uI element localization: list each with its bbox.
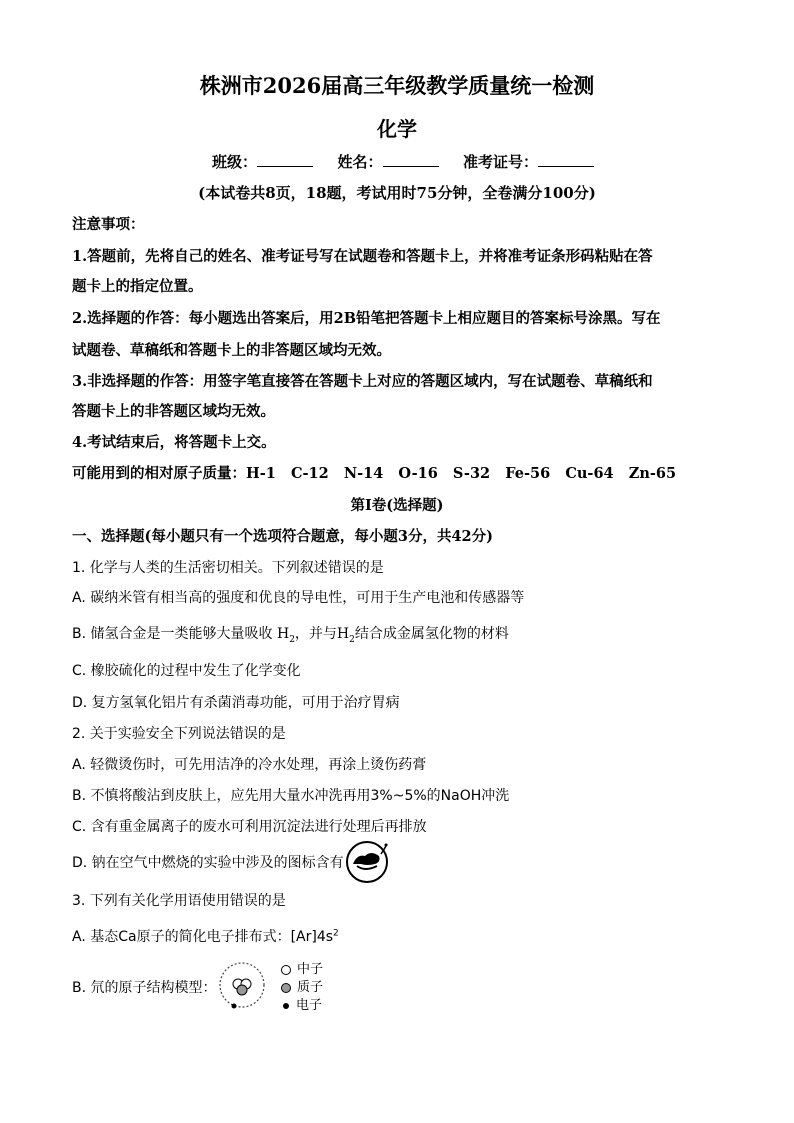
electron-marker-icon	[283, 1003, 289, 1009]
q2-option-b: B. 不慎将酸沾到皮肤上，应先用大量水冲洗再用3%~5%的NaOH冲洗	[72, 788, 510, 804]
class-label: 班级：	[212, 153, 258, 171]
q1-b-pre: B. 储氢合金是一类能够大量吸收	[72, 626, 273, 642]
q1-option-d: D. 复方氢氧化铝片有杀菌消毒功能，可用于治疗胃病	[72, 695, 400, 711]
notes-heading: 注意事项：	[72, 216, 145, 233]
note-1b: 题卡上的指定位置。	[72, 278, 203, 295]
neutron-marker-icon	[281, 965, 291, 975]
subject-title: 化学	[377, 117, 417, 141]
note-3a: 3.非选择题的作答：用签字笔直接答在答题卡上对应的答题区域内，写在试题卷、草稿纸和	[72, 373, 653, 390]
note-2b: 试题卷、草稿纸和答题卡上的非答题区域均无效。	[72, 342, 391, 359]
class-blank	[257, 152, 313, 167]
volume-heading: 第Ⅰ卷(选择题)	[350, 497, 444, 514]
q1-b-mid: ，并与	[294, 626, 337, 642]
q1-b-h2: $H_2$	[276, 626, 295, 645]
exam-no-label: 准考证号：	[462, 153, 538, 171]
name-label: 姓名：	[337, 153, 383, 171]
exam-info: (本试卷共8页，18题，考试用时75分钟，全卷满分100分)	[198, 184, 596, 202]
hand-wash-safety-icon	[345, 840, 391, 884]
legend-proton: 质子	[281, 976, 323, 995]
name-blank	[383, 152, 439, 167]
proton-marker-icon	[281, 983, 291, 993]
student-info-line	[212, 151, 594, 172]
legend-neutron: 中子	[281, 958, 323, 977]
legend-electron: 电子	[281, 994, 322, 1013]
q3-a-superscript: 2	[333, 928, 339, 939]
q2-option-a: A. 轻微烫伤时，可先用洁净的冷水处理，再涂上烫伤药膏	[72, 757, 427, 773]
q3-a-text: A. 基态Ca原子的简化电子排布式：[Ar]4s	[72, 929, 334, 945]
q1-option-a: A. 碳纳米管有相当高的强度和优良的导电性，可用于生产电池和传感器等	[72, 590, 525, 606]
note-4: 4.考试结束后，将答题卡上交。	[72, 434, 276, 451]
q3-stem: 3. 下列有关化学用语使用错误的是	[72, 893, 286, 909]
q3-option-a	[72, 926, 339, 946]
q2-option-c: C. 含有重金属离子的废水可利用沉淀法进行处理后再排放	[72, 819, 427, 835]
q1-b-post: 结合成金属氢化物的材料	[354, 626, 509, 642]
q1-option-b	[72, 623, 509, 645]
note-3b: 答题卡上的非答题区域均无效。	[72, 403, 275, 420]
part1-heading: 一、选择题(每小题只有一个选项符合题意，每小题3分，共42分)	[72, 528, 493, 545]
deuterium-atom-model	[214, 958, 274, 1016]
atomic-masses: 可能用到的相对原子质量：H-1 C-12 N-14 O-16 S-32 Fe-56 Cu-64 Zn-65	[72, 465, 677, 482]
q1-b-h2-second: $H_2$	[336, 626, 355, 645]
q2-stem: 2. 关于实验安全下列说法错误的是	[72, 726, 286, 742]
note-1a: 1.答题前，先将自己的姓名、准考证号写在试题卷和答题卡上，并将准考证条形码粘贴在答	[72, 248, 653, 265]
exam-title: 株洲市2026届高三年级教学质量统一检测	[199, 73, 595, 98]
exam-no-blank	[538, 152, 594, 167]
q1-stem: 1. 化学与人类的生活密切相关。下列叙述错误的是	[72, 560, 384, 576]
note-2a: 2.选择题的作答：每小题选出答案后，用2B铅笔把答题卡上相应题目的答案标号涂黑。写在	[72, 310, 661, 327]
q1-option-c: C. 橡胶硫化的过程中发生了化学变化	[72, 663, 301, 679]
q3-option-b: B. 氘的原子结构模型：	[72, 980, 217, 996]
q2-option-d: D. 钠在空气中燃烧的实验中涉及的图标含有	[72, 855, 344, 871]
